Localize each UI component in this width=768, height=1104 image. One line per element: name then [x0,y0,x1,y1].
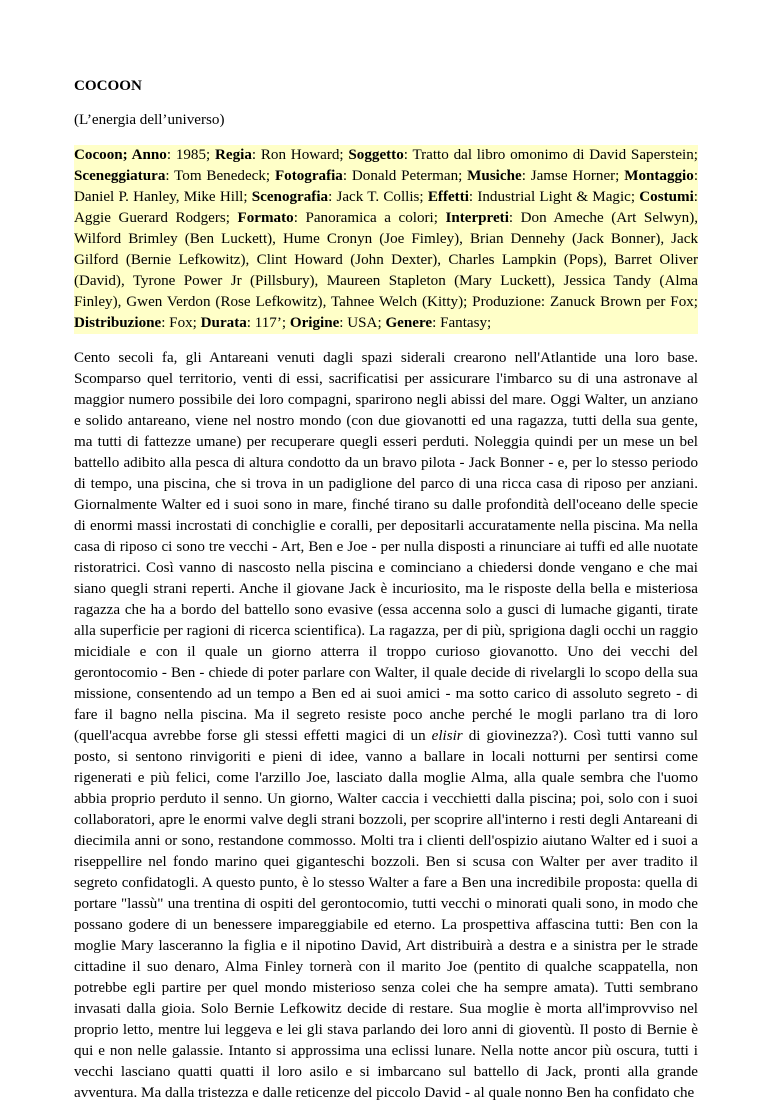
credit-label: Regia [215,147,252,163]
credit-value: : Tom Benedeck; [165,168,275,184]
plot-paragraph [74,348,698,1104]
credit-value: : Donald Peterman; [342,168,468,184]
credit-label: Origine [289,315,340,331]
credit-value: : Jack T. Collis; [328,189,428,205]
credit-label: Durata [200,315,247,331]
credit-label: Sceneggiatura [74,168,166,184]
credit-label: Musiche [467,168,522,184]
credit-value: : Industrial Light & Magic; [468,189,640,205]
credit-value: : 1985; [166,147,215,163]
credit-value: : Fantasy; [432,315,492,331]
credit-label: Scenografia [251,189,329,205]
credit-value: : Aggie Guerard Rodgers; [74,189,698,226]
credit-value: : Daniel P. Hanley, Mike Hill; [74,168,699,205]
credits-block [74,145,698,334]
credit-value: : Ron Howard; [251,147,349,163]
credit-label: Effetti [427,189,469,205]
credit-label: Montaggio [624,168,694,184]
credit-value: : Panoramica a colori; [293,210,446,226]
credit-label: Soggetto [348,147,404,163]
credit-label: Cocoon; Anno [74,147,167,163]
credit-label: Fotografia [274,168,343,184]
credit-label: Costumi [639,189,694,205]
credit-label: Interpreti [445,210,509,226]
credit-label: Genere [385,315,433,331]
credit-value: : Don Ameche (Art Selwyn), Wilford Brimley (Ben Luckett), Hume Cronyn (Joe Fimley), Brian Dennehy (Jack Bonner), Jack Gilford (Bernie Lefkowitz), Clint Howard (John Dexter), Charles Lampkin (Pops), Barret Oliver (David), Tyrone Power Jr (Pillsbury), Maureen Stapleton (Mary Luckett), Jessica Tandy (Alma Finley), Gwen Verdon (Rose Lefkowitz), Tahnee Welch (Kitty); Produzione: Zanuck Brown per Fox; [74,210,699,310]
credit-value: : Tratto dal libro omonimo di David Saperstein; [403,147,698,163]
document-title: COCOON [74,78,142,94]
credit-value: : Jamse Horner; [521,168,625,184]
credit-value: : 117’; [246,315,290,331]
credit-label: Distribuzione [74,315,162,331]
plot-text-before: Cento secoli fa, gli Antareani venuti dagli spazi siderali crearono nell'Atlantide una loro base. Scomparso quel territorio, venti di essi, sacrificatisi per assicurare l'imbarco su di una astronave al maggior numero possibile dei loro compagni, sparirono negli abissi del mare. Oggi Walter, un anziano e solido antareano, viene nel nostro mondo (con due giovanotti ed una ragazza, tutti della sua gente, ma tutti di fattezze umane) per recuperare quegli esseri perduti. Noleggia quindi per un mese un bel battello adibito alla pesca di altura condotto da un bravo pilota - Jack Bonner - e, per lo stesso periodo di tempo, una piscina, che si trova in un padiglione del parco di una ricca casa di riposo per anziani. Giornalmente Walter ed i suoi sono in mare, finché tirano su dalle profondità dell'oceano delle specie di enormi massi incrostati di conchiglie e coralli, per depositarli accuratamente nella piscina. Ma nella casa di riposo ci sono tre vecchi - Art, Ben e Joe - per nulla disposti a rinunciare ai tuffi ed alle nuotate ristoratrici. Così vanno di nascosto nella piscina e cominciano a chiedersi donde vengano e che mai siano quegli strani reperti. Anche il giovane Jack è incuriosito, ma le risposte della bella e misteriosa ragazza che ha a bordo del battello sono evasive (essa accenna solo a gusci di lumache giganti, tirate alla superficie per ragioni di ricerca scientifica). La ragazza, per di più, sprigiona dagli occhi un raggio micidiale e con il quale un giorno atterra il troppo curioso giovanotto. Uno dei vecchi del gerontocomio - Ben - chiede di poter parlare con Walter, il quale decide di rivelargli lo scopo della sua missione, consentendo ad un tempo a Ben ed ai suoi amici - ma sotto carico di assoluto segreto - di fare il bagno nella piscina. Ma il segreto resiste poco anche perché le mogli parlano tra di loro (quell'acqua avrebbe forse gli stessi effetti magici di un [74,350,698,744]
plot-text-after: di giovinezza?). Così tutti vanno sul posto, si sentono rinvigoriti e pieni di idee, vanno a ballare in locali notturni per sentirsi come rigenerati e più felici, come l'arzillo Joe, lasciato dalla moglie Alma, alla quale sembra che l'uomo abbia proprio perduto il senno. Un giorno, Walter caccia i vecchietti dalla piscina; poi, solo con i suoi collaboratori, apre le enormi valve degli strani bozzoli, per scoprire all'interno i resti degli Antareani di diecimila anni or sono, restandone commosso. Molti tra i clienti dell'ospizio aiutano Walter ed i suoi a riseppellire nel fondo marino quei giganteschi bozzoli. Ben si scusa con Walter per aver tradito il segreto confidatogli. A questo punto, è lo stesso Walter a fare a Ben una incredibile proposta: quella di portare "lassù" una trentina di ospiti del gerontocomio, tutti vecchi o minorati quali sono, in modo che possano godere di un benessere impareggiabile ed eterno. La prospettiva affascina tutti: Ben con la moglie Mary lasceranno la figlia e il nipotino David, Art distribuirà a destra e a sinistra per le strade cittadine il suo denaro, Alma Finley tornerà con il marito Joe (pentito di qualche scappatella, non potrebbe egli partire per quel mondo misterioso senza colei che ha sempre amata). Tutti sembrano invasati dalla gioia. Solo Bernie Lefkowitz decide di restare. Sua moglie è morta all'improvviso nel proprio letto, mentre lui leggeva e lei gli stava parlando dei loro anni di gioventù. Il posto di Bernie è qui e non nelle galassie. Intanto si approssima una eclissi lunare. Nella notte ancor più oscura, tutti i vecchi lasciano quatti quatti il loro asilo e si imbarcano sul battello di Jack, pronti alla grande avventura. Ma dalla tristezza e dalle reticenze del piccolo David - al quale nonno Ben ha confidato che [74,728,698,1101]
credit-label: Formato [237,210,294,226]
document-page [74,76,698,1104]
document-subtitle: (L’energia dell’universo) [74,112,225,128]
credit-value: : USA; [339,315,386,331]
credit-value: : Fox; [161,315,201,331]
plot-italic-word: elisir [431,728,463,744]
